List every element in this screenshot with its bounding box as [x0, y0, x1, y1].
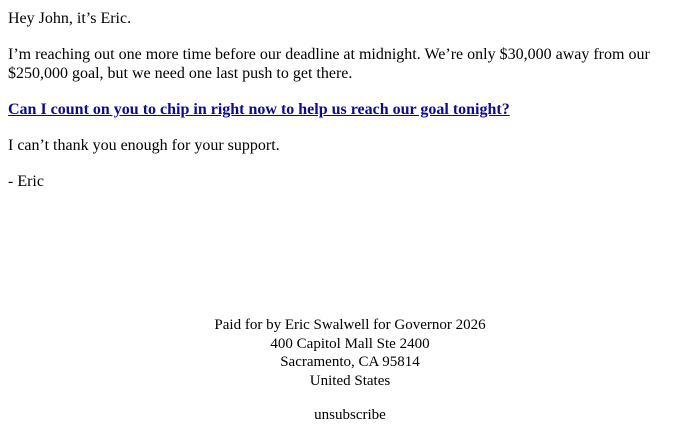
paid-for-disclaimer: Paid for by Eric Swalwell for Governor 2026 [214, 317, 486, 333]
email-body [8, 9, 678, 191]
address-line-2: Sacramento, CA 95814 [280, 354, 420, 370]
footer [0, 316, 700, 425]
unsubscribe-link[interactable]: unsubscribe [314, 407, 386, 423]
cta-paragraph [8, 100, 678, 119]
donate-link[interactable]: Can I count on you to chip in right now to help us reach our goal tonight? [8, 101, 510, 118]
address-line-1: 400 Capitol Mall Ste 2400 [270, 335, 430, 352]
country: United States [309, 372, 391, 389]
signature: - Eric [8, 173, 44, 190]
deadline-paragraph: I’m reaching out one more time before our deadline at midnight. We’re only $30,000 away from our $250,000 goal, but we need one last push to get there. [8, 46, 650, 82]
greeting-text: Hey John, it’s Eric. [8, 10, 132, 27]
thanks-text: I can’t thank you enough for your support. [8, 137, 280, 154]
